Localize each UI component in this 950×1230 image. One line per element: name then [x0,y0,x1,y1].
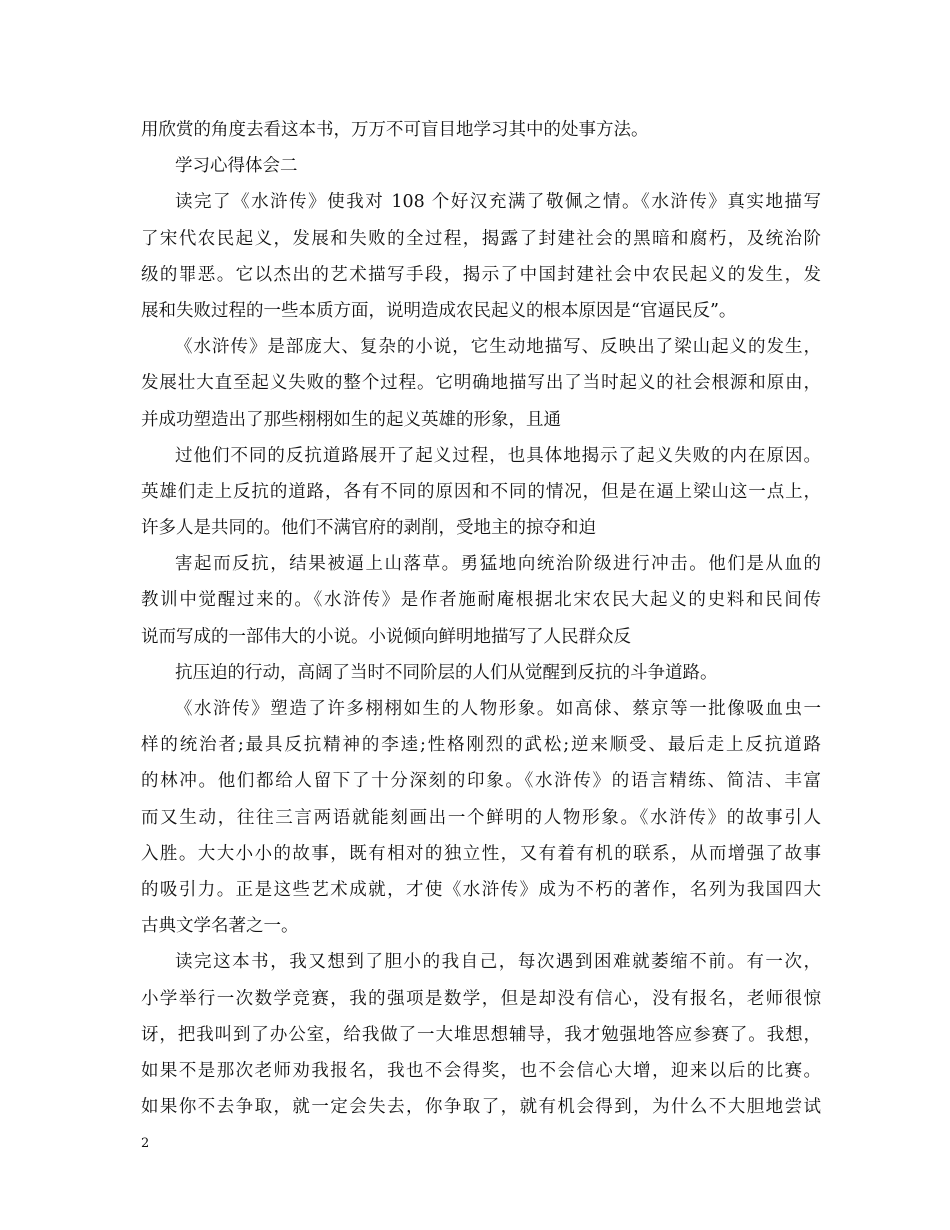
text-line: 级的罪恶。它以杰出的艺术描写手段，揭示了中国封建社会中农民起义的发生，发 [141,264,821,285]
text-line: 教训中觉醒过来的。《水浒传》是作者施耐庵根据北宋农民大起义的史料和民间传 [141,590,821,611]
text-line: 用欣赏的角度去看这本书，万万不可盲目地学习其中的处事方法。 [141,120,649,140]
text-line: 样的统治者;最具反抗精神的李逵;性格刚烈的武松;逆来顺受、最后走上反抗道路 [141,735,821,756]
text-line: 英雄们走上反抗的道路，各有不同的原因和不同的情况，但是在逼上梁山这一点上， [141,481,821,502]
text-line: 学习心得体会二 [175,156,298,177]
text-line: 展和失败过程的一些本质方面，说明造成农民起义的根本原因是“官逼民反”。 [141,300,737,321]
text-line: 如果不是那次老师劝我报名，我也不会得奖，也不会信心大增，迎来以后的比赛。 [141,1060,821,1081]
text-line: 说而写成的一部伟大的小说。小说倾向鲜明地描写了人民群众反 [141,626,631,647]
text-line: 过他们不同的反抗道路展开了起义过程，也具体地揭示了起义失败的内在原因。 [175,445,821,466]
text-line: 而又生动，往往三言两语就能刻画出一个鲜明的人物形象。《水浒传》的故事引人 [141,807,821,828]
text-line: 的林冲。他们都给人留下了十分深刻的印象。《水浒传》的语言精练、简洁、丰富 [141,771,821,792]
text-line: 入胜。大大小小的故事，既有相对的独立性，又有着有机的联系，从而增强了故事 [141,843,821,864]
text-line: 抗压迫的行动，高阔了当时不同阶层的人们从觉醒到反抗的斗争道路。 [175,662,718,683]
text-line: 的吸引力。正是这些艺术成就，才使《水浒传》成为不朽的著作，名列为我国四大 [141,879,821,900]
text-line: 害起而反抗，结果被逼上山落草。勇猛地向统治阶级进行冲击。他们是从血的 [175,554,821,575]
page-number: 2 [141,1136,150,1151]
text-line: 《水浒传》是部庞大、复杂的小说，它生动地描写、反映出了梁山起义的发生， [175,337,821,358]
text-line: 小学举行一次数学竞赛，我的强项是数学，但是却没有信心，没有报名，老师很惊 [141,988,821,1009]
text-line: 许多人是共同的。他们不满官府的剥削，受地主的掠夺和迫 [141,518,596,539]
text-line: 古典文学名著之一。 [141,916,299,937]
text-line: 并成功塑造出了那些栩栩如生的起义英雄的形象，且通 [141,409,561,430]
text-line: 《水浒传》塑造了许多栩栩如生的人物形象。如高俅、蔡京等一批像吸血虫一 [175,699,821,719]
text-line: 发展壮大直至起义失败的整个过程。它明确地描写出了当时起义的社会根源和原由， [141,373,821,394]
text-line: 讶，把我叫到了办公室，给我做了一大堆思想辅导，我才勉强地答应参赛了。我想， [141,1024,821,1045]
text-line: 如果你不去争取，就一定会失去，你争取了，就有机会得到，为什么不大胆地尝试 [141,1097,821,1118]
text-line: 读完这本书，我又想到了胆小的我自己，每次遇到困难就萎缩不前。有一次， [175,952,821,973]
text-line: 读完了《水浒传》使我对 108 个好汉充满了敬佩之情。《水浒传》真实地描写 [175,192,821,213]
text-line: 了宋代农民起义，发展和失败的全过程，揭露了封建社会的黑暗和腐朽，及统治阶 [141,228,821,249]
document-body [141,112,821,1125]
